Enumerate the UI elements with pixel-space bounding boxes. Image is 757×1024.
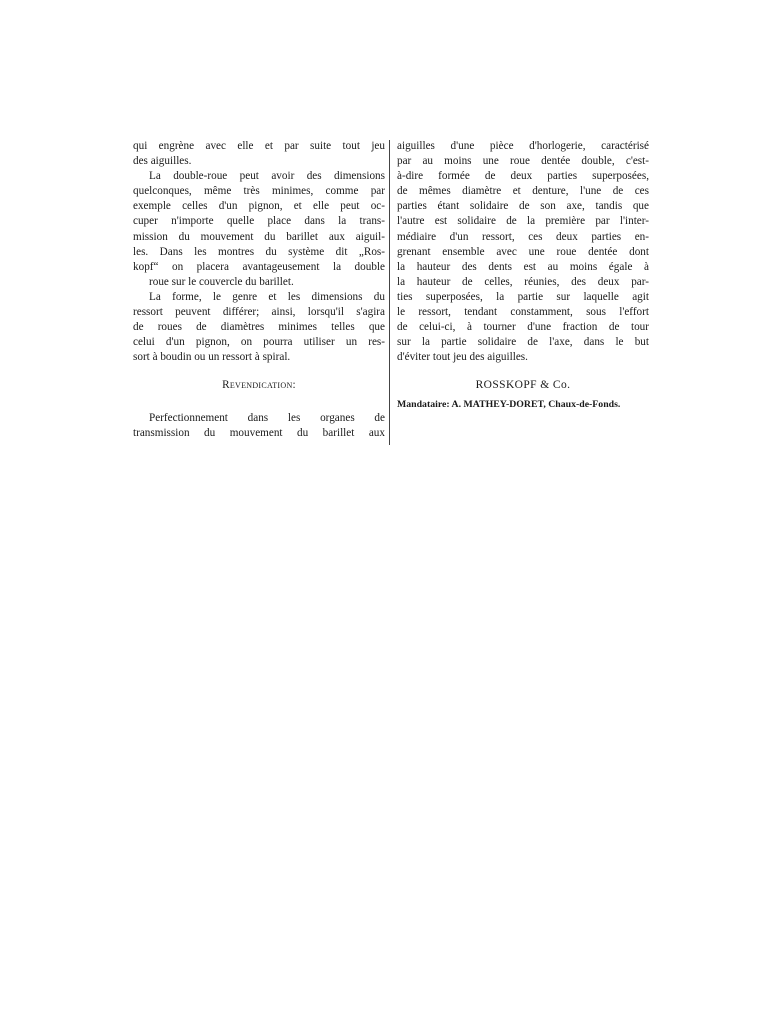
text-line: quelconques, même très minimes, comme par xyxy=(133,185,385,198)
text-line: de celui-ci, à tourner d'une fraction de tour xyxy=(397,321,649,334)
text-line: la hauteur de celles, réunies, des deux par- xyxy=(397,275,649,288)
text-line: roue sur le couvercle du barillet. xyxy=(149,275,294,288)
text-line: grenant ensemble avec une roue dentée dont xyxy=(397,245,649,258)
text-line: parties étant solidaire de son axe, tandis que xyxy=(397,200,649,213)
text-line: sort à boudin ou un ressort à spiral. xyxy=(133,351,291,364)
text-line: La double-roue peut avoir des dimensions xyxy=(149,170,385,183)
text-line: l'autre est solidaire de la première par l'inter- xyxy=(397,215,649,228)
text-line: qui engrène avec elle et par suite tout jeu xyxy=(133,140,385,152)
text-line: ties superposées, la partie sur laquelle agit xyxy=(397,290,649,303)
text-line: le ressort, tendant constamment, sous l'effort xyxy=(397,306,649,319)
text-line: ressort peuvent différer; ainsi, lorsqu'il s'agira xyxy=(133,306,385,319)
text-line: exemple celles d'un pignon, et elle peut oc- xyxy=(133,200,385,213)
agent-line: Mandataire: A. MATHEY-DORET, Chaux-de-Fonds. xyxy=(397,398,621,410)
text-line: cuper n'importe quelle place dans la trans- xyxy=(133,215,385,228)
text-line: de roues de diamètres minimes telles que xyxy=(133,321,385,334)
text-line: la hauteur des dents est au moins égale à xyxy=(397,260,649,273)
text-line: médiaire d'un ressort, ces deux parties en- xyxy=(397,230,649,243)
text-line: par au moins une roue dentée double, c'est- xyxy=(397,155,649,168)
applicant-name: ROSSKOPF & Co. xyxy=(475,379,571,392)
text-line: mission du mouvement du barillet aux aiguil- xyxy=(133,230,385,243)
text-line: les. Dans les montres du système dit „Ros- xyxy=(133,245,385,258)
text-line: d'éviter tout jeu des aiguilles. xyxy=(397,351,528,364)
text-line: à-dire formée de deux parties superposées, xyxy=(397,170,649,183)
text-line: aiguilles d'une pièce d'horlogerie, caractérisé xyxy=(397,140,649,152)
text-line: Perfectionnement dans les organes de xyxy=(149,411,385,424)
right-column xyxy=(397,139,649,412)
claim-heading: Revendication: xyxy=(222,379,296,392)
text-line: sur la partie solidaire de l'axe, dans le but xyxy=(397,336,649,349)
text-line: de mêmes diamètre et denture, l'une de ces xyxy=(397,185,649,198)
text-line: transmission du mouvement du barillet aux xyxy=(133,426,385,439)
text-line: kopf“ on placera avantageusement la double xyxy=(133,260,385,273)
left-column xyxy=(133,139,385,441)
text-line: La forme, le genre et les dimensions du xyxy=(149,290,385,303)
text-line: celui d'un pignon, on pourra utiliser un res- xyxy=(133,336,385,349)
text-line: des aiguilles. xyxy=(133,155,192,168)
column-divider xyxy=(389,140,390,445)
